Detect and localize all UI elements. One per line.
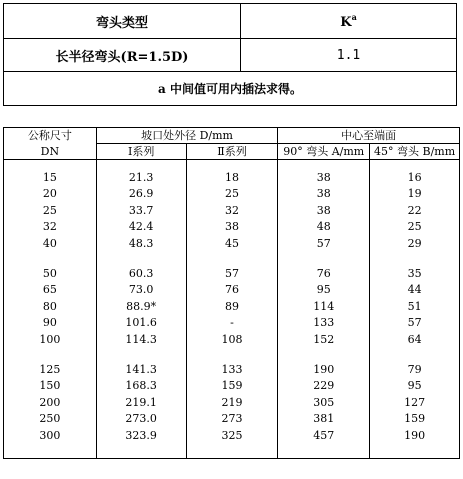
spacer-cell	[96, 444, 186, 459]
table-row	[4, 362, 460, 378]
table-row	[4, 411, 460, 427]
elbow-45-cell: 29	[370, 236, 460, 252]
dn-cell: 80	[4, 299, 97, 315]
spacer-cell	[370, 160, 460, 171]
k-factor-header	[241, 4, 457, 39]
spacer-cell	[186, 348, 278, 362]
series-2-cell: -	[186, 315, 278, 331]
elbow-90-cell: 38	[278, 186, 370, 202]
elbow-90-cell: 38	[278, 170, 370, 186]
series-2-cell: 38	[186, 219, 278, 235]
elbow-dimension-table	[3, 127, 460, 459]
row-spacer	[4, 444, 460, 459]
dn-cell: 65	[4, 282, 97, 298]
dn-cell: 150	[4, 378, 97, 394]
center-to-end-header: 中心至端面	[278, 128, 460, 144]
elbow-90-cell: 48	[278, 219, 370, 235]
dn-cell: 250	[4, 411, 97, 427]
elbow-45-cell: 35	[370, 266, 460, 282]
table-row	[4, 203, 460, 219]
series-2-cell: 133	[186, 362, 278, 378]
elbow-90-cell: 76	[278, 266, 370, 282]
row-spacer	[4, 252, 460, 266]
series-2-cell: 108	[186, 332, 278, 348]
dn-cell: 32	[4, 219, 97, 235]
series-1-cell: 60.3	[96, 266, 186, 282]
elbow-90-cell: 95	[278, 282, 370, 298]
series-2-cell: 18	[186, 170, 278, 186]
bevel-od-header: 坡口处外径 D/mm	[96, 128, 278, 144]
table-row	[4, 236, 460, 252]
series-1-cell: 21.3	[96, 170, 186, 186]
table-row	[4, 395, 460, 411]
elbow-45-cell: 19	[370, 186, 460, 202]
k-factor-value: 1.1	[241, 39, 457, 72]
elbow-45-cell: 25	[370, 219, 460, 235]
series-1-cell: 88.9*	[96, 299, 186, 315]
elbow-factor-table	[3, 3, 457, 106]
nominal-size-header: 公称尺寸	[4, 128, 97, 144]
spacer-cell	[96, 348, 186, 362]
spacer-cell	[4, 252, 97, 266]
series-1-cell: 141.3	[96, 362, 186, 378]
series-1-header: Ⅰ系列	[96, 144, 186, 160]
elbow-45-cell: 22	[370, 203, 460, 219]
series-2-cell: 159	[186, 378, 278, 394]
series-2-cell: 89	[186, 299, 278, 315]
dn-cell: 125	[4, 362, 97, 378]
table-row	[4, 378, 460, 394]
elbow-90-cell: 190	[278, 362, 370, 378]
table-row	[4, 186, 460, 202]
table-row	[4, 170, 460, 186]
elbow-45-cell: 190	[370, 428, 460, 444]
k-letter: K	[340, 15, 352, 30]
spacer-cell	[96, 252, 186, 266]
spacer-cell	[370, 444, 460, 459]
series-2-cell: 45	[186, 236, 278, 252]
spacer-cell	[186, 252, 278, 266]
spacer-cell	[370, 252, 460, 266]
dn-cell: 50	[4, 266, 97, 282]
elbow-90-cell: 133	[278, 315, 370, 331]
series-2-cell: 273	[186, 411, 278, 427]
dn-cell: 40	[4, 236, 97, 252]
elbow-90-cell: 457	[278, 428, 370, 444]
elbow-90-cell: 305	[278, 395, 370, 411]
spacer-cell	[370, 348, 460, 362]
series-1-cell: 33.7	[96, 203, 186, 219]
elbow-45-cell: 44	[370, 282, 460, 298]
series-1-cell: 219.1	[96, 395, 186, 411]
table-row	[4, 332, 460, 348]
series-2-cell: 25	[186, 186, 278, 202]
series-1-cell: 323.9	[96, 428, 186, 444]
table-row	[4, 219, 460, 235]
elbow-45-cell: 64	[370, 332, 460, 348]
elbow-45-header: 45° 弯头 B/mm	[370, 144, 460, 160]
dn-cell: 15	[4, 170, 97, 186]
spacer-cell	[96, 160, 186, 171]
dn-cell: 20	[4, 186, 97, 202]
spacer-cell	[278, 348, 370, 362]
k-footnote-mark: a	[351, 12, 357, 22]
dn-header: DN	[4, 144, 97, 160]
elbow-type-header: 弯头类型	[4, 4, 241, 39]
series-1-cell: 101.6	[96, 315, 186, 331]
spacer-cell	[278, 444, 370, 459]
spacer-cell	[4, 160, 97, 171]
table-row	[4, 299, 460, 315]
spacer-cell	[278, 160, 370, 171]
dn-cell: 25	[4, 203, 97, 219]
elbow-90-cell: 229	[278, 378, 370, 394]
table-body	[4, 160, 460, 459]
series-2-cell: 32	[186, 203, 278, 219]
series-1-cell: 26.9	[96, 186, 186, 202]
series-1-cell: 42.4	[96, 219, 186, 235]
table-row	[4, 315, 460, 331]
dn-cell: 100	[4, 332, 97, 348]
spacer-cell	[186, 160, 278, 171]
spacer-cell	[278, 252, 370, 266]
elbow-45-cell: 95	[370, 378, 460, 394]
elbow-45-cell: 159	[370, 411, 460, 427]
elbow-90-header: 90° 弯头 A/mm	[278, 144, 370, 160]
elbow-45-cell: 79	[370, 362, 460, 378]
dn-cell: 200	[4, 395, 97, 411]
series-1-cell: 273.0	[96, 411, 186, 427]
elbow-90-cell: 57	[278, 236, 370, 252]
row-spacer	[4, 160, 460, 171]
spacer-cell	[4, 444, 97, 459]
series-1-cell: 73.0	[96, 282, 186, 298]
series-1-cell: 48.3	[96, 236, 186, 252]
row-spacer	[4, 348, 460, 362]
series-1-cell: 114.3	[96, 332, 186, 348]
elbow-45-cell: 127	[370, 395, 460, 411]
dn-cell: 90	[4, 315, 97, 331]
series-1-cell: 168.3	[96, 378, 186, 394]
series-2-header: Ⅱ系列	[186, 144, 278, 160]
elbow-90-cell: 38	[278, 203, 370, 219]
series-2-cell: 76	[186, 282, 278, 298]
spacer-cell	[186, 444, 278, 459]
series-2-cell: 325	[186, 428, 278, 444]
series-2-cell: 57	[186, 266, 278, 282]
spacer-cell	[4, 348, 97, 362]
elbow-90-cell: 152	[278, 332, 370, 348]
dn-cell: 300	[4, 428, 97, 444]
elbow-45-cell: 16	[370, 170, 460, 186]
elbow-90-cell: 381	[278, 411, 370, 427]
elbow-45-cell: 51	[370, 299, 460, 315]
series-2-cell: 219	[186, 395, 278, 411]
elbow-45-cell: 57	[370, 315, 460, 331]
interpolation-note: a 中间值可用内插法求得。	[4, 72, 457, 106]
long-radius-elbow-label: 长半径弯头(R=1.5D)	[4, 39, 241, 72]
table-row	[4, 428, 460, 444]
elbow-90-cell: 114	[278, 299, 370, 315]
table-row	[4, 266, 460, 282]
table-row	[4, 282, 460, 298]
